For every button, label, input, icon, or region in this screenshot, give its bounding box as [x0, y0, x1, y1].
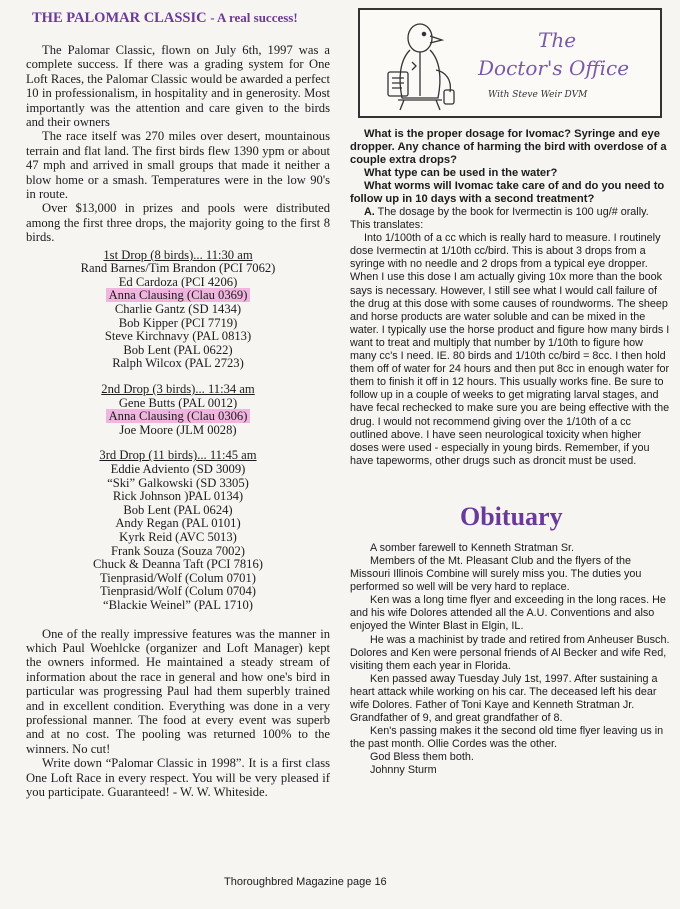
- intro-paragraph: Over $13,000 in prizes and pools were distributed among the first three drops, the majority going to the first 8 birds.: [26, 201, 330, 245]
- page-footer: Thoroughbred Magazine page 16: [224, 876, 387, 888]
- result-entry: Steve Kirchnavy (PAL 0813): [104, 329, 252, 344]
- drop-3: [26, 449, 330, 612]
- right-column: [350, 8, 670, 778]
- result-entry: Frank Souza (Souza 7002): [111, 543, 245, 558]
- result-entry: Ed Cardoza (PCI 4206): [118, 274, 238, 289]
- result-entry: Tienprasid/Wolf (Colum 0701): [100, 570, 256, 585]
- obituary-paragraph: Ken's passing makes it the second old time flyer leaving us in the past month. Ollie Cordes was the other.: [350, 725, 664, 751]
- result-entry: Bob Kipper (PCI 7719): [118, 315, 238, 330]
- drop-heading: 1st Drop (8 birds)... 11:30 am: [103, 247, 253, 262]
- result-entry: Tienprasid/Wolf (Colum 0704): [100, 584, 256, 599]
- doctor-bird-illustration-icon: [370, 16, 470, 112]
- result-entry: Charlie Gantz (SD 1434): [114, 302, 242, 317]
- result-entry: Kyrk Reid (AVC 5013): [119, 529, 237, 544]
- result-entry: Eddie Adviento (SD 3009): [110, 462, 246, 476]
- obituary-paragraph: Members of the Mt. Pleasant Club and the flyers of the Missouri Illinois Combine will surely miss you. The duties you performed so well will be very hard to replace.: [350, 554, 642, 594]
- result-entry: Rand Barnes/Tim Brandon (PCI 7062): [80, 261, 276, 276]
- doctors-office-banner: [358, 8, 662, 118]
- question: What type can be used in the water?: [364, 167, 558, 179]
- highlighted-result-entry: Anna Clausing (Clau 0369): [106, 288, 251, 302]
- result-entry: Joe Moore (JLM 0028): [119, 422, 237, 437]
- results-list: [26, 249, 330, 613]
- banner-title-line1: The: [538, 28, 577, 52]
- obituary-paragraph: Ken was a long time flyer and exceeding in the long races. He and his wife Dolores attended all the A.U. Conventions and also enjoyed the Winter Blast in Elgin, IL.: [350, 594, 666, 633]
- highlighted-result-entry: Anna Clausing (Clau 0306): [106, 409, 251, 423]
- result-entry: Rick Johnson )PAL 0134): [112, 489, 244, 504]
- question: What worms will Ivomac take care of and do you need to follow up in 10 days with a second treatment?: [350, 180, 665, 205]
- answer-first-text: The dosage by the book for Ivermectin is 100 ug/# orally. This translates:: [350, 206, 649, 232]
- obituary-paragraph: Ken passed away Tuesday July 1st, 1997. After sustaining a heart attack while working on his car. The deceased left his dear wife Dolores. Father of Toni Kaye and Kenneth Stratman Jr. Grandfather of 9, and great grandfather of 8.: [350, 672, 658, 725]
- obituary-paragraph: God Bless them both.: [370, 751, 474, 764]
- result-entry: Gene Butts (PAL 0012): [118, 395, 238, 410]
- answer-body: Into 1/100th of a cc which is really hard to measure. I routinely dose Ivermectin at 1/10th cc/bird. This is about 3 drops from a syringe with no needle and 2 drops from a typical eye dropper. When I use this dose I am actually giving 10x more than the book says is necessary. However, I still see what I would call failure of the drug at this dose with some causes of roundworms. The sheep and horse products are water soluble and can be mixed in the water. I typically use the horse product and figure how many birds I want to treat and multiply that number by 1/10th to figure how many cc's I need. IE. 80 birds and 1/10th cc/bird = 8cc. I then hold them off of water for 24 hours and then put 8cc in enough water for them to finish it off in 12 hours. This usually works fine. Be sure to follow up in a couple of weeks to get migrating larval stages, and have fecal rechecked to make sure you are being effective with the drug. I would not recommend giving over the 1/10th of a cc outlined above. I have seen neurological toxicity when higher doses were used - especially in young birds. Remember, if you have tapeworms, other drugs such as droncit must be used.: [350, 232, 670, 467]
- closing-paragraph: One of the really impressive features was the manner in which Paul Woehlcke (organizer and Loft Manager) kept the owners informed. He maintained a steady stream of information about the race in general and how one's bird in particular was progressing Paul had them superbly trained and in excellent condition. Everything was done in a very professional manner. The food at every event was superb and at no cost. The pooling was returned 100% to the winners. No cut!: [26, 626, 330, 756]
- obituary-paragraph: A somber farewell to Kenneth Stratman Sr.: [370, 541, 575, 554]
- drop-2: [26, 383, 330, 437]
- headline-subtitle: - A real success!: [210, 10, 298, 25]
- result-entry: “Blackie Weinel” (PAL 1710): [103, 597, 253, 612]
- question: What is the proper dosage for Ivomac? Syringe and eye dropper. Any chance of harming the bird with overdose of a couple extra drops?: [350, 128, 667, 166]
- drop-heading: 2nd Drop (3 birds)... 11:34 am: [101, 382, 255, 397]
- closing-paragraph: Write down “Palomar Classic in 1998”. It is a first class One Loft Race in every respect. You will be very pleased if you participate. Guaranteed! - W. W. Whiteside.: [26, 756, 330, 799]
- answer-lead: A.: [364, 206, 375, 218]
- banner-title-line2: Doctor's Office: [478, 56, 630, 80]
- result-entry: Andy Regan (PAL 0101): [115, 516, 241, 531]
- obituary-paragraph: He was a machinist by trade and retired from Anheuser Busch. Dolores and Ken were personal friends of Al Becker and wife Red, visiting them each year in Florida.: [350, 633, 670, 672]
- intro-paragraph: The race itself was 270 miles over desert, mountainous terrain and flat land. The first birds flew 1390 ypm or about 47 mph and arrived in small groups that made it neither a blow home or a smash. Temperatures were in the low 90's in route.: [26, 129, 330, 202]
- obituary-signature: Johnny Sturm: [370, 764, 437, 777]
- result-entry: Bob Lent (PAL 0624): [123, 502, 233, 517]
- banner-byline: With Steve Weir DVM: [488, 90, 588, 100]
- drop-heading: 3rd Drop (11 birds)... 11:45 am: [99, 448, 257, 463]
- article-headline: [32, 10, 330, 27]
- result-entry: Ralph Wilcox (PAL 2723): [112, 356, 244, 371]
- result-entry: “Ski” Galkowski (SD 3305): [107, 475, 249, 490]
- answer-first: [350, 206, 670, 232]
- headline-title: THE PALOMAR CLASSIC: [32, 10, 207, 26]
- result-entry: Chuck & Deanna Taft (PCI 7816): [93, 557, 263, 572]
- drop-1: [26, 249, 330, 371]
- obituary-title: Obituary: [460, 501, 563, 531]
- result-entry: Bob Lent (PAL 0622): [123, 342, 233, 357]
- intro-paragraph: The Palomar Classic, flown on July 6th, 1997 was a complete success. If there was a grading system for One Loft Races, the Palomar Classic would be awarded a perfect 10 in professionalism, in hospitality and in generosity. Most importantly was the attention and care given to the birds and their owners: [26, 43, 330, 130]
- palomar-article: [26, 10, 330, 799]
